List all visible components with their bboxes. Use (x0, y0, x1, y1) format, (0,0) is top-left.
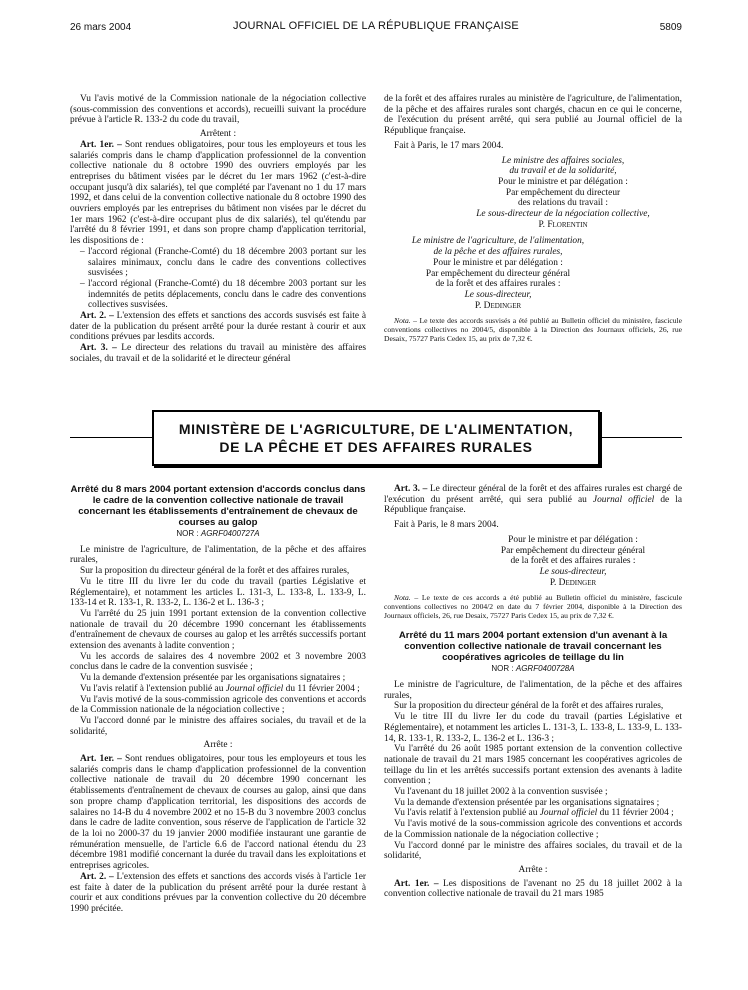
signatory-name: P. Florentin (538, 219, 588, 230)
decree-title: Arrêté du 8 mars 2004 portant extension d'accords conclus dans le cadre de la convention collective nationale de travail concernant les établissements d'entraînement de chevaux de courses au galop (70, 484, 366, 528)
paragraph: Vu l'avenant du 18 juillet 2002 à la convention susvisée ; (394, 787, 608, 798)
paragraph: de la forêt et des affaires rurales au ministère de l'agriculture, de l'alimentation, de la pêche et des affaires rurales sont chargés, chacun en ce qui le concerne, de l'exécution du présent arrêté, qui sera publié au Journal officiel de la République française. (384, 94, 682, 137)
header-date: 26 mars 2004 (70, 22, 132, 33)
fait-date: Fait à Paris, le 8 mars 2004. (394, 520, 499, 531)
text: Vu l'avis relatif à l'extension publié au (394, 808, 538, 819)
paragraph: Vu l'accord donné par le ministre des affaires sociales, du travail et de la solidarité, (70, 715, 366, 737)
article-text: Sont rendues obligatoires, pour tous les employeurs et tous les salariés compris dans le champ d'application professionnel de la convention collective nationale du 8 octobre 1990 des ouvriers employés par les entreprises du bâtiment visées par le décret du 1er mars 1962 (c'est-à-dire occupant jusqu'à dix salariés), tel que complété par l'avenant no 1 du 17 mars 1992, et dans celui de la convention collective nationale du 8 octobre 1990 des ouvriers employés par les entreprises du bâtiment non visées par le décret du 1er mars 1962 (c'est-à-dire occupant plus de dix salariés), tel qu'étendu par l'arrêté du 8 février 1991, et dans son propre champ d'application territorial, les dispositions de : (70, 139, 366, 247)
text: Vu l'avis relatif à l'extension publié au (80, 683, 224, 694)
ministry-section-band (70, 410, 682, 466)
paragraph: Le ministre de l'agriculture, de l'alimentation, de la pêche et des affaires rurales, (70, 544, 366, 566)
paragraph: Vu les accords de salaires des 4 novembre 2002 et 3 novembre 2003 conclus dans le cadre de la convention susvisée ; (70, 651, 366, 673)
header-page-number: 5809 (659, 22, 682, 33)
nor-value: AGRF0400727A (200, 529, 260, 538)
paragraph: Vu l'arrêté du 26 août 1985 portant extension de la convention collective nationale de travail du 21 mars 1985 concernant les coopératives agricoles de teillage du lin et les arrêtés successifs portant extension des avenants à ladite convention ; (384, 744, 682, 787)
header-journal-title: JOURNAL OFFICIEL DE LA RÉPUBLIQUE FRANÇAISE (233, 20, 519, 32)
top-right-column (384, 94, 682, 343)
article-label: Art. 3. – (80, 343, 117, 354)
journal-reference: Journal officiel (225, 683, 284, 694)
article-3 (384, 484, 682, 516)
ministry-heading-line: DE LA PÊCHE ET DES AFFAIRES RURALES (219, 439, 533, 455)
signatory-name: P. Dedinger (549, 577, 597, 588)
text: du 11 février 2004 ; (285, 683, 360, 694)
signature-line: Le sous-directeur, (464, 289, 532, 300)
article-label: Art. 2. – (80, 871, 114, 882)
text: du 11 février 2004 ; (599, 808, 674, 819)
nota-label: Nota. – (394, 593, 419, 603)
signature-line: de la pêche et des affaires rurales, (433, 247, 563, 258)
nota-text: Le texte de ces accords a été publié au Bulletin officiel du ministère, fascicule conventions collectives no 2004/2 en date du 7 février 2004, disponible à la Direction des Journaux officiels, 26, rue Desaix, 75727 Paris Cedex 15, au prix de 7,32 €. (384, 593, 682, 621)
article-1 (70, 754, 366, 872)
article-label: Art. 1er. – (80, 754, 122, 765)
article-text: Sont rendues obligatoires, pour tous les employeurs et tous les salariés compris dans le champ d'application professionnel de la convention collective nationale de travail du 20 décembre 1990 concernant les établissements d'entraînement de chevaux de courses au galop, ainsi que dans son propre champ d'application territorial, les dispositions des accords de salaires no 14-B du 4 novembre 2002 et no 15-B du 3 novembre 2003 conclus dans le cadre de ladite convention, sous réserve de l'application de l'article 32 de la loi no 2000-37 du 19 janvier 2000 modifiée instaurant une garantie de rémunération mensuelle, de l'article 6.6 de l'accord national étendu du 23 décembre 1981 modifié concernant la durée du travail dans les exploitations et entreprises agricoles. (70, 754, 366, 872)
paragraph: Vu l'accord donné par le ministre des affaires sociales, du travail et de la solidarité, (384, 840, 682, 862)
paragraph: Vu l'avis motivé de la Commission nationale de la négociation collective (sous-commission des conventions et accords), recueilli suivant la procédure prévue à l'article R. 133-2 du code du travail, (70, 94, 366, 126)
article-label: Art. 1er. – (394, 878, 439, 889)
signature-line: Pour le ministre et par délégation : (498, 176, 628, 187)
nor-label: NOR : (176, 529, 199, 538)
article-1 (384, 879, 682, 900)
article-text: de la République française. (384, 494, 683, 516)
paragraph: Vu l'avis motivé de la sous-commission agricole des conventions et accords de la Commission nationale de la négociation collective ; (384, 819, 682, 840)
article-text: Les dispositions de l'avenant no 25 du 18 juillet 2002 à la convention collective nationale de travail du 21 mars 1985 (384, 878, 683, 900)
article-text: Le directeur général de la forêt et des affaires rurales est chargé de l'exécution du présent arrêté, qui sera publié au (384, 484, 683, 505)
signature-line: Pour le ministre et par délégation : (508, 534, 638, 545)
nota-text: Le texte des accords susvisés a été publié au Bulletin officiel du ministère, fascicule conventions collectives no 2004/5, disponible à la Direction des Journaux officiels, 26, rue Desaix, 75727 Paris Cedex 15, au prix de 7,32 €. (384, 316, 682, 344)
nota-note (384, 316, 682, 343)
paragraph: Vu la demande d'extension présentée par les organisations signataires ; (80, 673, 346, 684)
arrete-heading: Arrête : (518, 864, 548, 875)
signature-line: du travail et de la solidarité, (509, 166, 617, 177)
paragraph: Vu l'avis motivé de la sous-commission agricole des conventions et accords de la Commission nationale de la négociation collective ; (70, 694, 366, 716)
paragraph: Sur la proposition du directeur général de la forêt et des affaires rurales, (80, 566, 350, 577)
list-item: – l'accord régional (Franche-Comté) du 18 décembre 2003 portant sur les indemnités de petits déplacements, conclu dans le cadre des conventions collectives susvisées. (80, 279, 366, 311)
arrete-heading: Arrête : (203, 740, 233, 751)
article-3 (70, 343, 366, 364)
article-2 (70, 872, 366, 915)
signature-block (464, 535, 682, 589)
paragraph: Vu la demande d'extension présentée par les organisations signataires ; (394, 797, 660, 808)
signature-line: Par empêchement du directeur (505, 187, 621, 198)
nor-reference (384, 664, 682, 675)
journal-reference: Journal officiel (539, 808, 598, 819)
bottom-right-column (384, 484, 682, 900)
arrete-heading: Arrêtent : (199, 129, 237, 140)
provisions-list (70, 247, 366, 311)
article-label: Art. 2. – (80, 311, 114, 322)
article-text: L'extension des effets et sanctions des accords susvisés est faite à dater de la publication du présent arrêté pour la durée restant à courir et aux conditions prévues par lesdits accords. (70, 311, 367, 343)
article-text: Le directeur des relations du travail au ministère des affaires sociales, du travail et de la solidarité et le directeur général (70, 343, 367, 364)
nor-reference (70, 529, 366, 540)
journal-reference: Journal officiel (592, 494, 655, 505)
paragraph: Vu le titre III du livre Ier du code du travail (parties Législative et Réglementaire), et notamment les articles L. 131-3, L. 133-8, L. 133-9, L. 133-14 et R. 133-1, R. 133-2, L. 136-2 et L. 136-3 ; (70, 576, 366, 609)
signature-line: Le sous-directeur de la négociation collective, (476, 209, 650, 220)
signature-block-2 (384, 236, 612, 311)
page-header (70, 20, 682, 36)
top-left-column (70, 94, 366, 365)
signature-block-1 (444, 156, 682, 231)
article-2 (70, 311, 366, 343)
article-text: L'extension des effets et sanctions des accords visés à l'article 1er est faite à dater de la publication du présent arrêté pour la durée restant à courir et aux conditions prévues par la convention collective du 20 décembre 1990 précitée. (70, 871, 366, 914)
paragraph: Vu le titre III du livre Ier du code du travail (parties Législative et Réglementaire), et notamment les articles L. 131-3, L. 133-8, L. 133-9, L. 133-14, R. 133-1, R. 133-2, L. 136-2 et L. 136-3 ; (384, 712, 682, 744)
signature-line: des relations du travail : (517, 198, 609, 209)
paragraph (70, 684, 366, 695)
ministry-heading-line: MINISTÈRE DE L'AGRICULTURE, DE L'ALIMENTATION, (178, 421, 574, 437)
signature-line: Le ministre des affaires sociales, (501, 155, 625, 166)
list-item: – l'accord régional (Franche-Comté) du 18 décembre 2003 portant sur les salaires minimaux, conclu dans le cadre des conventions collectives susvisées ; (80, 247, 366, 279)
nor-label: NOR : (491, 664, 514, 674)
paragraph: Sur la proposition du directeur général de la forêt et des affaires rurales, (394, 701, 664, 712)
signatory-name: P. Dedinger (474, 300, 522, 311)
signature-line: Par empêchement du directeur général (425, 268, 571, 279)
article-label: Art. 1er. – (80, 139, 122, 150)
decree-title: Arrêté du 11 mars 2004 portant extension d'un avenant à la convention collective nationale de travail concernant les coopératives agricoles de teillage du lin (398, 630, 668, 664)
nota-label: Nota. – (394, 316, 417, 326)
article-1 (70, 140, 366, 247)
article-label: Art. 3. – (394, 484, 428, 494)
fait-date: Fait à Paris, le 17 mars 2004. (394, 140, 504, 151)
signature-line: de la forêt et des affaires rurales : (510, 556, 636, 567)
paragraph: Vu l'arrêté du 25 juin 1991 portant extension de la convention collective nationale de travail du 20 décembre 1990 concernant les établissements d'entraînement de chevaux de courses au galop et les arrêtés successifs portant extension des avenants à ladite convention ; (70, 608, 366, 652)
signature-line: Le ministre de l'agriculture, de l'alimentation, (411, 236, 585, 247)
nor-value: AGRF0400728A (515, 664, 575, 674)
paragraph (384, 808, 682, 819)
paragraph: Le ministre de l'agriculture, de l'alimentation, de la pêche et des affaires rurales, (384, 680, 682, 701)
bottom-left-column (70, 484, 366, 915)
signature-line: Pour le ministre et par délégation : (433, 257, 563, 268)
ministry-heading-box (152, 410, 600, 466)
signature-line: Le sous-directeur, (539, 566, 607, 577)
nota-note (384, 593, 682, 620)
signature-line: de la forêt et des affaires rurales : (435, 279, 561, 290)
signature-line: Par empêchement du directeur général (500, 545, 646, 556)
